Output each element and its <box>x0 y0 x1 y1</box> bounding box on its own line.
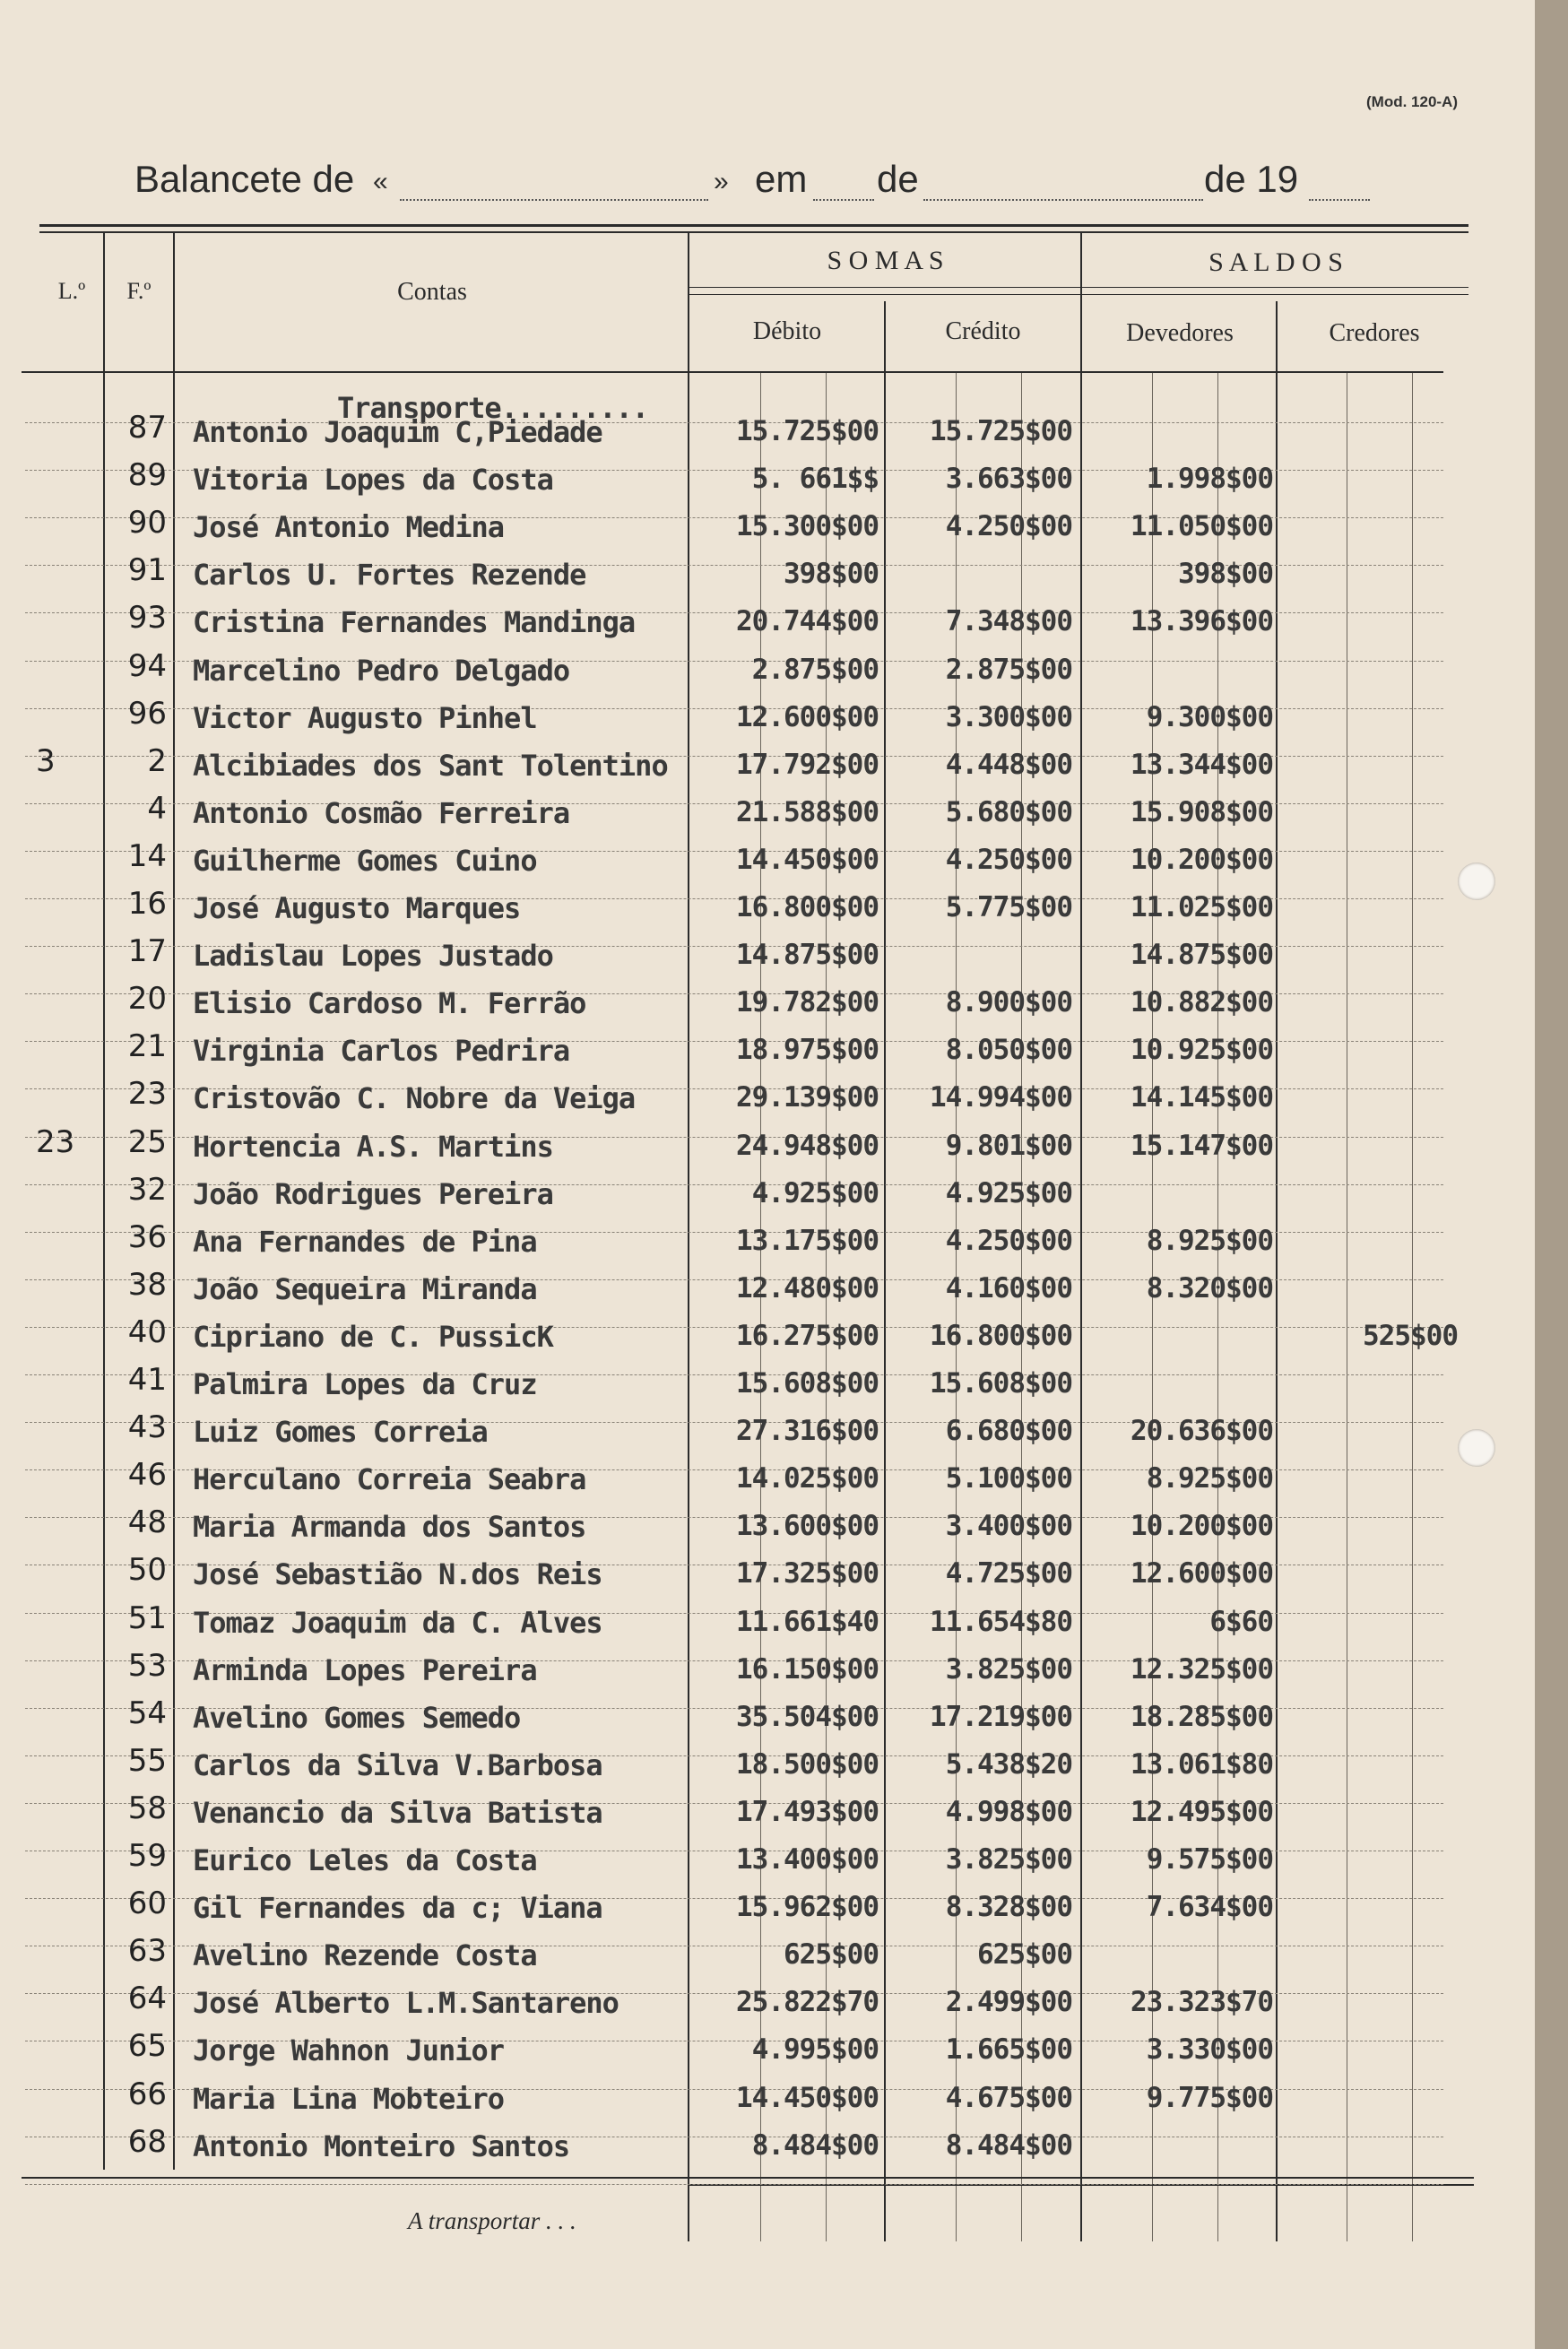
row-account-name: Cipriano de C. PussicK <box>193 1319 553 1354</box>
row-devedores: 1.998$00 <box>1146 463 1273 496</box>
row-fo: 60 <box>127 1885 167 1922</box>
row-fo: 2 <box>147 742 167 779</box>
row-account-name: Vitoria Lopes da Costa <box>193 463 553 498</box>
row-devedores: 3.330$00 <box>1146 2033 1273 2067</box>
row-account-name: Virginia Carlos Pedrira <box>193 1034 570 1069</box>
row-credito: 15.608$00 <box>930 1367 1072 1400</box>
row-devedores: 14.145$00 <box>1131 1081 1273 1114</box>
row-lo: 3 <box>36 742 56 779</box>
row-credito: 4.925$00 <box>945 1176 1072 1209</box>
binder-hole <box>1458 862 1495 900</box>
row-devedores: 13.344$00 <box>1131 748 1273 781</box>
binder-hole <box>1458 1429 1495 1467</box>
row-fo: 54 <box>127 1695 167 1731</box>
row-fo: 4 <box>147 790 167 827</box>
row-credito: 2.875$00 <box>945 653 1072 686</box>
row-debito: 14.025$00 <box>736 1462 879 1495</box>
row-devedores: 20.636$00 <box>1131 1415 1273 1448</box>
row-devedores: 8.925$00 <box>1146 1462 1273 1495</box>
row-account-name: Herculano Correia Seabra <box>193 1462 586 1497</box>
row-fo: 68 <box>127 2123 167 2160</box>
row-fo: 32 <box>127 1171 167 1208</box>
title-balancete: Balancete de <box>134 158 355 200</box>
header-credito: Crédito <box>945 317 1021 345</box>
row-credito: 5.775$00 <box>945 891 1072 923</box>
row-fo: 90 <box>127 505 167 542</box>
row-account-name: Marcelino Pedro Delgado <box>193 653 570 688</box>
row-debito: 15.300$00 <box>736 510 879 543</box>
row-fo: 16 <box>127 886 167 922</box>
row-account-name: Tomaz Joaquim da C. Alves <box>193 1605 602 1640</box>
row-devedores: 6$60 <box>1209 1605 1273 1638</box>
row-debito: 13.175$00 <box>736 1224 879 1257</box>
row-debito: 15.725$00 <box>736 415 879 447</box>
row-debito: 15.962$00 <box>736 1891 879 1924</box>
row-credores: 525$00 <box>1363 1319 1458 1352</box>
row-devedores: 15.147$00 <box>1131 1129 1273 1162</box>
row-account-name: Jorge Wahnon Junior <box>193 2033 505 2068</box>
row-fo: 58 <box>127 1790 167 1826</box>
row-devedores: 11.050$00 <box>1131 510 1273 543</box>
row-devedores: 8.320$00 <box>1146 1271 1273 1305</box>
row-credito: 3.825$00 <box>945 1652 1072 1686</box>
row-credito: 4.675$00 <box>945 2081 1072 2114</box>
row-devedores: 398$00 <box>1178 558 1273 591</box>
row-debito: 15.608$00 <box>736 1367 879 1400</box>
title-close-quote: » <box>714 167 729 196</box>
row-debito: 16.150$00 <box>736 1652 879 1686</box>
row-fo: 51 <box>127 1599 167 1636</box>
row-debito: 13.400$00 <box>736 1843 879 1876</box>
row-fo: 17 <box>127 933 167 970</box>
row-credito: 15.725$00 <box>930 415 1072 447</box>
row-account-name: Avelino Gomes Semedo <box>193 1700 521 1735</box>
row-debito: 25.822$70 <box>736 1986 879 2019</box>
row-devedores: 12.325$00 <box>1131 1652 1273 1686</box>
row-debito: 29.139$00 <box>736 1081 879 1114</box>
row-account-name: Antonio Joaquim C,Piedade <box>193 415 602 449</box>
row-debito: 19.782$00 <box>736 986 879 1019</box>
row-debito: 18.500$00 <box>736 1747 879 1781</box>
row-credito: 4.250$00 <box>945 510 1072 543</box>
header-credores: Credores <box>1329 319 1420 347</box>
row-devedores: 10.882$00 <box>1131 986 1273 1019</box>
row-devedores: 15.908$00 <box>1131 795 1273 828</box>
row-account-name: Elisio Cardoso M. Ferrão <box>193 986 586 1021</box>
row-debito: 14.450$00 <box>736 843 879 876</box>
row-credito: 3.300$00 <box>945 700 1072 733</box>
row-credito: 14.994$00 <box>930 1081 1072 1114</box>
row-account-name: José Alberto L.M.Santareno <box>193 1986 619 2021</box>
row-devedores: 12.600$00 <box>1131 1557 1273 1591</box>
row-credito: 16.800$00 <box>930 1319 1072 1352</box>
row-account-name: José Antonio Medina <box>193 510 505 545</box>
row-fo: 65 <box>127 2028 167 2065</box>
row-devedores: 10.200$00 <box>1131 843 1273 876</box>
row-credito: 9.801$00 <box>945 1129 1072 1162</box>
row-account-name: Carlos da Silva V.Barbosa <box>193 1747 602 1782</box>
row-devedores: 7.634$00 <box>1146 1891 1273 1924</box>
title-de: de <box>877 158 919 200</box>
page-edge-shadow <box>1535 0 1568 2349</box>
row-account-name: José Sebastião N.dos Reis <box>193 1557 602 1592</box>
row-devedores: 13.396$00 <box>1131 605 1273 638</box>
row-credito: 5.438$20 <box>945 1747 1072 1781</box>
row-credito: 4.250$00 <box>945 1224 1072 1257</box>
row-account-name: Cristovão C. Nobre da Veiga <box>193 1081 636 1116</box>
a-transportar-label: A transportar . . . <box>408 2207 576 2234</box>
row-credito: 8.050$00 <box>945 1034 1072 1067</box>
row-fo: 20 <box>127 981 167 1018</box>
row-account-name: Luiz Gomes Correia <box>193 1415 488 1450</box>
row-fo: 94 <box>127 647 167 684</box>
row-account-name: Antonio Cosmão Ferreira <box>193 795 570 830</box>
row-debito: 14.450$00 <box>736 2081 879 2114</box>
row-devedores: 9.775$00 <box>1146 2081 1273 2114</box>
row-credito: 7.348$00 <box>945 605 1072 638</box>
title-em: em <box>755 158 808 200</box>
row-fo: 38 <box>127 1266 167 1303</box>
header-lo: L.º <box>57 278 86 304</box>
row-account-name: Palmira Lopes da Cruz <box>193 1367 537 1401</box>
row-credito: 3.663$00 <box>945 463 1072 496</box>
row-devedores: 18.285$00 <box>1131 1700 1273 1733</box>
row-debito: 16.800$00 <box>736 891 879 923</box>
row-devedores: 13.061$80 <box>1131 1747 1273 1781</box>
row-debito: 8.484$00 <box>751 2128 879 2162</box>
row-debito: 12.600$00 <box>736 700 879 733</box>
row-fo: 25 <box>127 1123 167 1160</box>
row-credito: 8.328$00 <box>945 1891 1072 1924</box>
row-fo: 66 <box>127 2076 167 2112</box>
page-title <box>134 158 1336 212</box>
row-debito: 17.493$00 <box>736 1795 879 1828</box>
row-fo: 21 <box>127 1028 167 1065</box>
row-account-name: Maria Armanda dos Santos <box>193 1510 586 1545</box>
row-credito: 4.160$00 <box>945 1271 1072 1305</box>
row-credito: 5.100$00 <box>945 1462 1072 1495</box>
row-debito: 13.600$00 <box>736 1510 879 1543</box>
row-debito: 17.325$00 <box>736 1557 879 1591</box>
row-fo: 23 <box>127 1076 167 1113</box>
row-credito: 3.400$00 <box>945 1510 1072 1543</box>
row-credito: 625$00 <box>977 1938 1072 1972</box>
row-credito: 2.499$00 <box>945 1986 1072 2019</box>
title-de-19: de 19 <box>1204 158 1299 200</box>
row-separator <box>25 2184 1443 2185</box>
row-debito: 27.316$00 <box>736 1415 879 1448</box>
row-credito: 4.998$00 <box>945 1795 1072 1828</box>
header-debito: Débito <box>752 317 822 345</box>
row-account-name: Avelino Rezende Costa <box>193 1938 537 1973</box>
row-devedores: 9.300$00 <box>1146 700 1273 733</box>
row-account-name: Arminda Lopes Pereira <box>193 1652 537 1687</box>
row-debito: 16.275$00 <box>736 1319 879 1352</box>
row-debito: 20.744$00 <box>736 605 879 638</box>
row-fo: 55 <box>127 1742 167 1779</box>
row-fo: 41 <box>127 1362 167 1398</box>
row-debito: 21.588$00 <box>736 795 879 828</box>
row-account-name: Hortencia A.S. Martins <box>193 1129 553 1164</box>
row-credito: 8.900$00 <box>945 986 1072 1019</box>
row-debito: 398$00 <box>784 558 879 591</box>
header-somas: S O M A S <box>827 246 944 275</box>
row-debito: 14.875$00 <box>736 939 879 972</box>
row-account-name: José Augusto Marques <box>193 891 521 925</box>
row-fo: 48 <box>127 1504 167 1541</box>
row-account-name: Ana Fernandes de Pina <box>193 1224 537 1259</box>
row-account-name: Victor Augusto Pinhel <box>193 700 537 735</box>
row-debito: 4.925$00 <box>751 1176 879 1209</box>
row-debito: 2.875$00 <box>751 653 879 686</box>
row-fo: 96 <box>127 695 167 732</box>
row-account-name: Ladislau Lopes Justado <box>193 939 553 974</box>
row-debito: 4.995$00 <box>751 2033 879 2067</box>
row-account-name: Cristina Fernandes Mandinga <box>193 605 636 640</box>
row-devedores: 8.925$00 <box>1146 1224 1273 1257</box>
row-devedores: 12.495$00 <box>1131 1795 1273 1828</box>
row-account-name: Carlos U. Fortes Rezende <box>193 558 586 593</box>
row-fo: 40 <box>127 1313 167 1350</box>
transporte-label: Transporte......... <box>337 391 649 425</box>
row-lo: 23 <box>36 1123 75 1160</box>
row-credito: 4.448$00 <box>945 748 1072 781</box>
row-fo: 91 <box>127 552 167 589</box>
row-devedores: 10.925$00 <box>1131 1034 1273 1067</box>
row-fo: 53 <box>127 1647 167 1684</box>
header-devedores: Devedores <box>1126 319 1234 347</box>
row-fo: 46 <box>127 1457 167 1494</box>
row-account-name: Maria Lina Mobteiro <box>193 2081 505 2116</box>
row-debito: 18.975$00 <box>736 1034 879 1067</box>
row-fo: 93 <box>127 600 167 637</box>
row-fo: 89 <box>127 457 167 494</box>
header-saldos: S A L D O S <box>1208 247 1343 277</box>
row-devedores: 23.323$70 <box>1131 1986 1273 2019</box>
row-fo: 87 <box>127 410 167 446</box>
row-debito: 35.504$00 <box>736 1700 879 1733</box>
row-credito: 4.725$00 <box>945 1557 1072 1591</box>
row-account-name: Guilherme Gomes Cuino <box>193 843 537 878</box>
row-account-name: Gil Fernandes da c; Viana <box>193 1891 602 1926</box>
title-open-quote: « <box>373 167 388 196</box>
row-account-name: Eurico Leles da Costa <box>193 1843 537 1877</box>
row-fo: 50 <box>127 1552 167 1589</box>
row-fo: 43 <box>127 1409 167 1446</box>
row-devedores: 10.200$00 <box>1131 1510 1273 1543</box>
row-credito: 17.219$00 <box>930 1700 1072 1733</box>
row-credito: 4.250$00 <box>945 843 1072 876</box>
row-debito: 5. 661$$ <box>751 463 879 496</box>
row-devedores: 11.025$00 <box>1131 891 1273 923</box>
row-account-name: Venancio da Silva Batista <box>193 1795 602 1830</box>
row-credito: 8.484$00 <box>945 2128 1072 2162</box>
row-account-name: João Sequeira Miranda <box>193 1271 537 1306</box>
form-code: (Mod. 120-A) <box>1366 93 1458 110</box>
row-fo: 36 <box>127 1218 167 1255</box>
row-account-name: Alcibiades dos Sant Tolentino <box>193 748 668 783</box>
row-credito: 3.825$00 <box>945 1843 1072 1876</box>
row-fo: 14 <box>127 837 167 874</box>
row-debito: 625$00 <box>784 1938 879 1972</box>
row-debito: 12.480$00 <box>736 1271 879 1305</box>
row-devedores: 9.575$00 <box>1146 1843 1273 1876</box>
header-fo: F.º <box>126 278 152 304</box>
header-contas: Contas <box>397 278 467 306</box>
row-fo: 64 <box>127 1981 167 2017</box>
row-credito: 1.665$00 <box>945 2033 1072 2067</box>
row-devedores: 14.875$00 <box>1131 939 1273 972</box>
row-debito: 24.948$00 <box>736 1129 879 1162</box>
row-account-name: Antonio Monteiro Santos <box>193 2128 570 2163</box>
row-debito: 17.792$00 <box>736 748 879 781</box>
row-credito: 5.680$00 <box>945 795 1072 828</box>
row-credito: 6.680$00 <box>945 1415 1072 1448</box>
row-account-name: João Rodrigues Pereira <box>193 1176 553 1211</box>
row-fo: 63 <box>127 1933 167 1970</box>
row-credito: 11.654$80 <box>930 1605 1072 1638</box>
row-fo: 59 <box>127 1838 167 1874</box>
row-debito: 11.661$40 <box>736 1605 879 1638</box>
